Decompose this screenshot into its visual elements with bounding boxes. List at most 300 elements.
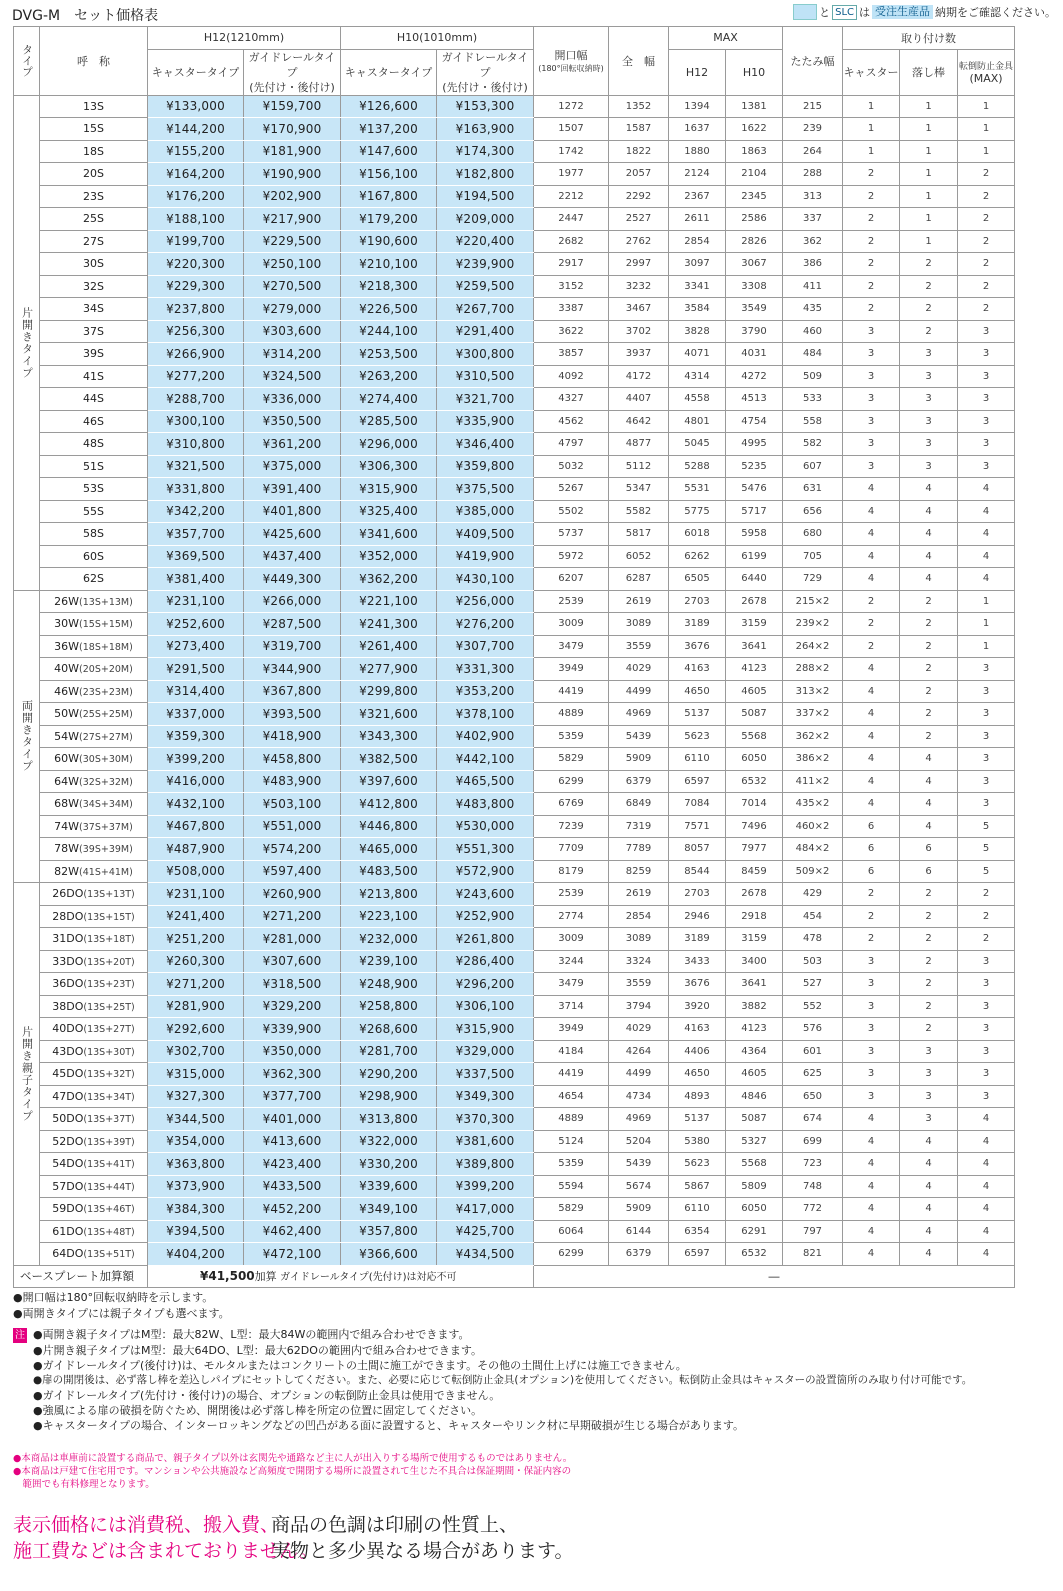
full-width: 3324 bbox=[609, 950, 669, 973]
note-item: ●開口幅は180°回転収納時を示します。 bbox=[13, 1291, 214, 1304]
table-row bbox=[14, 118, 1015, 141]
caution-item: ●強風による扉の破損を防ぐため、開閉後は必ず落し棒を所定の位置に固定してください。 bbox=[33, 1404, 483, 1417]
price-h12-caster: ¥399,200 bbox=[148, 748, 244, 771]
price-h10-caster: ¥190,600 bbox=[341, 230, 437, 253]
opening-width: 4889 bbox=[534, 703, 609, 726]
full-width: 2057 bbox=[609, 163, 669, 186]
legend-rest: 納期をご確認ください。 bbox=[935, 6, 1056, 19]
full-width: 5674 bbox=[609, 1175, 669, 1198]
folded-width: 411 bbox=[783, 275, 843, 298]
price-h10-caster: ¥325,400 bbox=[341, 500, 437, 523]
price-h12-guide: ¥401,000 bbox=[244, 1108, 341, 1131]
price-h12-caster: ¥373,900 bbox=[148, 1175, 244, 1198]
count-anti-tip: 2 bbox=[958, 185, 1015, 208]
price-h10-guide: ¥153,300 bbox=[437, 95, 534, 118]
max-h10: 3790 bbox=[726, 320, 783, 343]
model-name: 15S bbox=[40, 118, 148, 141]
footer-black-2: 実物と多少異なる場合があります。 bbox=[271, 1540, 574, 1562]
full-width: 6144 bbox=[609, 1220, 669, 1243]
max-h12: 6110 bbox=[669, 1198, 726, 1221]
max-h12: 2703 bbox=[669, 883, 726, 906]
max-h10: 6199 bbox=[726, 545, 783, 568]
opening-width: 7709 bbox=[534, 838, 609, 861]
table-row bbox=[14, 433, 1015, 456]
count-drop-rod: 1 bbox=[900, 118, 958, 141]
max-h10: 5717 bbox=[726, 500, 783, 523]
count-anti-tip: 3 bbox=[958, 433, 1015, 456]
max-h10: 6050 bbox=[726, 1198, 783, 1221]
full-width: 2292 bbox=[609, 185, 669, 208]
table-row bbox=[14, 725, 1015, 748]
count-caster: 3 bbox=[843, 388, 900, 411]
price-h12-caster: ¥251,200 bbox=[148, 928, 244, 951]
max-h12: 4163 bbox=[669, 658, 726, 681]
model-name: 26W(13S+13M) bbox=[40, 590, 148, 613]
footer-black-1: 商品の色調は印刷の性質上、 bbox=[271, 1514, 519, 1536]
count-caster: 2 bbox=[843, 928, 900, 951]
table-row bbox=[14, 478, 1015, 501]
count-caster: 2 bbox=[843, 208, 900, 231]
price-h10-caster: ¥210,100 bbox=[341, 253, 437, 276]
price-h10-caster: ¥330,200 bbox=[341, 1153, 437, 1176]
table-row bbox=[14, 770, 1015, 793]
cautions bbox=[13, 1327, 972, 1433]
price-h10-guide: ¥315,900 bbox=[437, 1018, 534, 1041]
model-name: 38DO(13S+25T) bbox=[40, 995, 148, 1018]
price-h10-caster: ¥285,500 bbox=[341, 410, 437, 433]
table-row bbox=[14, 275, 1015, 298]
footer-pink-2: 施工費などは含まれておりません。 bbox=[13, 1540, 319, 1562]
model-name: 27S bbox=[40, 230, 148, 253]
opening-width: 2774 bbox=[534, 905, 609, 928]
price-h12-caster: ¥231,100 bbox=[148, 883, 244, 906]
count-caster: 3 bbox=[843, 433, 900, 456]
count-anti-tip: 1 bbox=[958, 613, 1015, 636]
price-h12-caster: ¥342,200 bbox=[148, 500, 244, 523]
count-anti-tip: 4 bbox=[958, 568, 1015, 591]
opening-width: 2447 bbox=[534, 208, 609, 231]
price-h12-guide: ¥270,500 bbox=[244, 275, 341, 298]
full-width: 5909 bbox=[609, 1198, 669, 1221]
count-drop-rod: 2 bbox=[900, 950, 958, 973]
model-name: 53S bbox=[40, 478, 148, 501]
count-caster: 6 bbox=[843, 815, 900, 838]
folded-width: 680 bbox=[783, 523, 843, 546]
price-h10-guide: ¥182,800 bbox=[437, 163, 534, 186]
count-drop-rod: 2 bbox=[900, 680, 958, 703]
opening-width: 6064 bbox=[534, 1220, 609, 1243]
count-drop-rod: 6 bbox=[900, 860, 958, 883]
model-name: 54W(27S+27M) bbox=[40, 725, 148, 748]
folded-width: 674 bbox=[783, 1108, 843, 1131]
opening-width: 5737 bbox=[534, 523, 609, 546]
folded-width: 509×2 bbox=[783, 860, 843, 883]
caution-item: ●ガイドレールタイプ(先付け・後付け)の場合、オプションの転倒防止金具は使用できません。 bbox=[33, 1389, 501, 1402]
opening-width: 5359 bbox=[534, 725, 609, 748]
model-name: 39S bbox=[40, 343, 148, 366]
count-anti-tip: 3 bbox=[958, 725, 1015, 748]
max-h12: 5137 bbox=[669, 703, 726, 726]
price-h10-caster: ¥322,000 bbox=[341, 1130, 437, 1153]
opening-width: 3244 bbox=[534, 950, 609, 973]
max-h10: 6050 bbox=[726, 748, 783, 771]
max-h10: 6532 bbox=[726, 770, 783, 793]
folded-width: 460 bbox=[783, 320, 843, 343]
price-h10-caster: ¥349,100 bbox=[341, 1198, 437, 1221]
red-note: ●本商品は車庫前に設置する商品で、親子タイプ以外は玄関先や通路など主に人が出入りする場所で使用するものではありません。 bbox=[13, 1453, 573, 1464]
count-drop-rod: 2 bbox=[900, 703, 958, 726]
price-h10-caster: ¥343,300 bbox=[341, 725, 437, 748]
price-h12-guide: ¥503,100 bbox=[244, 793, 341, 816]
price-h12-guide: ¥250,100 bbox=[244, 253, 341, 276]
opening-width: 4797 bbox=[534, 433, 609, 456]
count-drop-rod: 6 bbox=[900, 838, 958, 861]
price-h10-caster: ¥412,800 bbox=[341, 793, 437, 816]
count-caster: 2 bbox=[843, 275, 900, 298]
count-drop-rod: 3 bbox=[900, 343, 958, 366]
table-row bbox=[14, 140, 1015, 163]
count-drop-rod: 4 bbox=[900, 545, 958, 568]
price-h10-guide: ¥402,900 bbox=[437, 725, 534, 748]
max-h10: 2586 bbox=[726, 208, 783, 231]
model-name: 33DO(13S+20T) bbox=[40, 950, 148, 973]
max-h12: 6597 bbox=[669, 770, 726, 793]
price-h10-guide: ¥286,400 bbox=[437, 950, 534, 973]
max-h12: 2946 bbox=[669, 905, 726, 928]
full-width: 8259 bbox=[609, 860, 669, 883]
table-row bbox=[14, 680, 1015, 703]
table-row bbox=[14, 568, 1015, 591]
model-name: 51S bbox=[40, 455, 148, 478]
table-row bbox=[14, 230, 1015, 253]
price-h10-guide: ¥442,100 bbox=[437, 748, 534, 771]
table-row bbox=[14, 1108, 1015, 1131]
price-h12-guide: ¥401,800 bbox=[244, 500, 341, 523]
price-h10-caster: ¥218,300 bbox=[341, 275, 437, 298]
col-max-h12: H12 bbox=[669, 49, 726, 95]
price-h10-caster: ¥382,500 bbox=[341, 748, 437, 771]
table-row bbox=[14, 320, 1015, 343]
price-h10-guide: ¥389,800 bbox=[437, 1153, 534, 1176]
price-h10-guide: ¥335,900 bbox=[437, 410, 534, 433]
max-h10: 8459 bbox=[726, 860, 783, 883]
model-name: 30S bbox=[40, 253, 148, 276]
table-row bbox=[14, 950, 1015, 973]
price-h10-caster: ¥239,100 bbox=[341, 950, 437, 973]
count-anti-tip: 3 bbox=[958, 1085, 1015, 1108]
caution-item: ●両開き親子タイプはM型：最大82W、L型：最大84Wの範囲内で組み合わせできます。 bbox=[33, 1328, 470, 1341]
max-h12: 6354 bbox=[669, 1220, 726, 1243]
opening-width: 6769 bbox=[534, 793, 609, 816]
max-h10: 4513 bbox=[726, 388, 783, 411]
legend-ha: は bbox=[859, 6, 870, 19]
price-h12-caster: ¥467,800 bbox=[148, 815, 244, 838]
count-caster: 2 bbox=[843, 883, 900, 906]
count-anti-tip: 3 bbox=[958, 1018, 1015, 1041]
model-name: 59DO(13S+46T) bbox=[40, 1198, 148, 1221]
col-cnt-anti: 転倒防止金具 (MAX) bbox=[958, 49, 1015, 95]
count-anti-tip: 3 bbox=[958, 770, 1015, 793]
price-table bbox=[13, 26, 1015, 1288]
model-name: 64DO(13S+51T) bbox=[40, 1243, 148, 1266]
price-h12-caster: ¥229,300 bbox=[148, 275, 244, 298]
legend bbox=[793, 4, 1056, 20]
price-h12-caster: ¥231,100 bbox=[148, 590, 244, 613]
col-max: MAX bbox=[669, 27, 783, 50]
count-drop-rod: 2 bbox=[900, 613, 958, 636]
folded-width: 215×2 bbox=[783, 590, 843, 613]
price-h12-guide: ¥433,500 bbox=[244, 1175, 341, 1198]
count-caster: 4 bbox=[843, 568, 900, 591]
count-caster: 4 bbox=[843, 658, 900, 681]
max-h10: 3641 bbox=[726, 635, 783, 658]
table-row bbox=[14, 883, 1015, 906]
count-drop-rod: 3 bbox=[900, 1108, 958, 1131]
count-drop-rod: 1 bbox=[900, 185, 958, 208]
price-h10-guide: ¥194,500 bbox=[437, 185, 534, 208]
full-width: 3089 bbox=[609, 928, 669, 951]
count-caster: 3 bbox=[843, 1063, 900, 1086]
price-h10-guide: ¥256,000 bbox=[437, 590, 534, 613]
folded-width: 484×2 bbox=[783, 838, 843, 861]
price-h12-caster: ¥241,400 bbox=[148, 905, 244, 928]
model-name: 40W(20S+20M) bbox=[40, 658, 148, 681]
price-h12-guide: ¥260,900 bbox=[244, 883, 341, 906]
price-h10-guide: ¥375,500 bbox=[437, 478, 534, 501]
price-h10-guide: ¥409,500 bbox=[437, 523, 534, 546]
price-h10-caster: ¥290,200 bbox=[341, 1063, 437, 1086]
max-h12: 5380 bbox=[669, 1130, 726, 1153]
max-h12: 5045 bbox=[669, 433, 726, 456]
opening-width: 4654 bbox=[534, 1085, 609, 1108]
table-row bbox=[14, 208, 1015, 231]
count-anti-tip: 3 bbox=[958, 343, 1015, 366]
price-h12-guide: ¥336,000 bbox=[244, 388, 341, 411]
price-h12-caster: ¥363,800 bbox=[148, 1153, 244, 1176]
opening-width: 3479 bbox=[534, 973, 609, 996]
table-row bbox=[14, 658, 1015, 681]
red-note: 範囲でも有料修理となります。 bbox=[13, 1479, 155, 1490]
full-width: 3089 bbox=[609, 613, 669, 636]
note-item: ●両開きタイプには親子タイプも選べます。 bbox=[13, 1306, 230, 1320]
price-h12-guide: ¥339,900 bbox=[244, 1018, 341, 1041]
price-h10-guide: ¥430,100 bbox=[437, 568, 534, 591]
price-h12-guide: ¥458,800 bbox=[244, 748, 341, 771]
price-h10-guide: ¥276,200 bbox=[437, 613, 534, 636]
opening-width: 4889 bbox=[534, 1108, 609, 1131]
full-width: 1822 bbox=[609, 140, 669, 163]
price-h10-guide: ¥331,300 bbox=[437, 658, 534, 681]
price-h12-caster: ¥384,300 bbox=[148, 1198, 244, 1221]
price-h12-guide: ¥551,000 bbox=[244, 815, 341, 838]
price-h12-guide: ¥418,900 bbox=[244, 725, 341, 748]
count-caster: 4 bbox=[843, 545, 900, 568]
max-h12: 6505 bbox=[669, 568, 726, 591]
table-row bbox=[14, 860, 1015, 883]
count-drop-rod: 4 bbox=[900, 523, 958, 546]
max-h12: 5531 bbox=[669, 478, 726, 501]
count-drop-rod: 4 bbox=[900, 568, 958, 591]
max-h12: 4163 bbox=[669, 1018, 726, 1041]
count-caster: 2 bbox=[843, 230, 900, 253]
count-caster: 3 bbox=[843, 1018, 900, 1041]
table-row bbox=[14, 253, 1015, 276]
col-max-h10: H10 bbox=[726, 49, 783, 95]
count-anti-tip: 1 bbox=[958, 95, 1015, 118]
max-h10: 2826 bbox=[726, 230, 783, 253]
max-h10: 5568 bbox=[726, 1153, 783, 1176]
price-h12-guide: ¥437,400 bbox=[244, 545, 341, 568]
folded-width: 264×2 bbox=[783, 635, 843, 658]
max-h10: 1863 bbox=[726, 140, 783, 163]
price-h10-caster: ¥362,200 bbox=[341, 568, 437, 591]
count-anti-tip: 4 bbox=[958, 478, 1015, 501]
col-h12-caster: キャスタータイプ bbox=[148, 49, 244, 95]
folded-width: 239×2 bbox=[783, 613, 843, 636]
price-h12-guide: ¥329,200 bbox=[244, 995, 341, 1018]
price-h10-caster: ¥221,100 bbox=[341, 590, 437, 613]
model-name: 23S bbox=[40, 185, 148, 208]
max-h10: 6291 bbox=[726, 1220, 783, 1243]
max-h12: 3433 bbox=[669, 950, 726, 973]
folded-width: 797 bbox=[783, 1220, 843, 1243]
opening-width: 3857 bbox=[534, 343, 609, 366]
full-width: 4642 bbox=[609, 410, 669, 433]
max-h10: 3882 bbox=[726, 995, 783, 1018]
full-width: 5439 bbox=[609, 1153, 669, 1176]
opening-width: 3479 bbox=[534, 635, 609, 658]
count-anti-tip: 4 bbox=[958, 545, 1015, 568]
model-name: 18S bbox=[40, 140, 148, 163]
price-h10-caster: ¥298,900 bbox=[341, 1085, 437, 1108]
table-row bbox=[14, 1198, 1015, 1221]
price-h10-guide: ¥239,900 bbox=[437, 253, 534, 276]
opening-width: 6207 bbox=[534, 568, 609, 591]
table-row bbox=[14, 1040, 1015, 1063]
price-h10-caster: ¥281,700 bbox=[341, 1040, 437, 1063]
baseplate-value-cell bbox=[148, 1265, 534, 1288]
table-row bbox=[14, 1220, 1015, 1243]
caution-item: ●ガイドレールタイプ(後付け)は、モルタルまたはコンクリートの土間に施工ができます。その他の土間仕上げには施工できません。 bbox=[33, 1359, 687, 1372]
full-width: 5817 bbox=[609, 523, 669, 546]
price-h10-guide: ¥346,400 bbox=[437, 433, 534, 456]
price-h12-guide: ¥266,000 bbox=[244, 590, 341, 613]
count-drop-rod: 3 bbox=[900, 1085, 958, 1108]
count-caster: 4 bbox=[843, 500, 900, 523]
price-h10-caster: ¥147,600 bbox=[341, 140, 437, 163]
folded-width: 288 bbox=[783, 163, 843, 186]
count-drop-rod: 2 bbox=[900, 928, 958, 951]
count-anti-tip: 2 bbox=[958, 230, 1015, 253]
price-h12-guide: ¥181,900 bbox=[244, 140, 341, 163]
max-h10: 3549 bbox=[726, 298, 783, 321]
count-anti-tip: 5 bbox=[958, 860, 1015, 883]
folded-width: 484 bbox=[783, 343, 843, 366]
price-h12-guide: ¥391,400 bbox=[244, 478, 341, 501]
max-h12: 7571 bbox=[669, 815, 726, 838]
type-group-label: 片開き親子タイプ bbox=[14, 883, 40, 1266]
count-anti-tip: 3 bbox=[958, 748, 1015, 771]
price-h12-caster: ¥331,800 bbox=[148, 478, 244, 501]
max-h10: 4605 bbox=[726, 680, 783, 703]
table-row bbox=[14, 905, 1015, 928]
price-h10-guide: ¥399,200 bbox=[437, 1175, 534, 1198]
price-h12-caster: ¥354,000 bbox=[148, 1130, 244, 1153]
count-drop-rod: 1 bbox=[900, 140, 958, 163]
count-anti-tip: 2 bbox=[958, 163, 1015, 186]
col-cnt-drop: 落し棒 bbox=[900, 49, 958, 95]
folded-width: 386×2 bbox=[783, 748, 843, 771]
table-row bbox=[14, 298, 1015, 321]
count-drop-rod: 3 bbox=[900, 410, 958, 433]
full-width: 4877 bbox=[609, 433, 669, 456]
table-row bbox=[14, 1153, 1015, 1176]
model-name: 31DO(13S+18T) bbox=[40, 928, 148, 951]
count-caster: 3 bbox=[843, 343, 900, 366]
count-caster: 3 bbox=[843, 410, 900, 433]
price-h12-caster: ¥321,500 bbox=[148, 455, 244, 478]
max-h12: 6597 bbox=[669, 1243, 726, 1266]
price-h10-guide: ¥417,000 bbox=[437, 1198, 534, 1221]
price-h12-caster: ¥404,200 bbox=[148, 1243, 244, 1266]
table-row bbox=[14, 163, 1015, 186]
price-h10-caster: ¥321,600 bbox=[341, 703, 437, 726]
price-h12-caster: ¥337,000 bbox=[148, 703, 244, 726]
count-anti-tip: 4 bbox=[958, 1153, 1015, 1176]
table-row bbox=[14, 1085, 1015, 1108]
price-h10-caster: ¥268,600 bbox=[341, 1018, 437, 1041]
count-anti-tip: 4 bbox=[958, 500, 1015, 523]
max-h12: 4650 bbox=[669, 1063, 726, 1086]
table-row bbox=[14, 635, 1015, 658]
price-h10-caster: ¥137,200 bbox=[341, 118, 437, 141]
price-h12-caster: ¥237,800 bbox=[148, 298, 244, 321]
model-name: 46W(23S+23M) bbox=[40, 680, 148, 703]
count-drop-rod: 4 bbox=[900, 1243, 958, 1266]
price-h12-guide: ¥393,500 bbox=[244, 703, 341, 726]
count-anti-tip: 3 bbox=[958, 973, 1015, 996]
count-drop-rod: 3 bbox=[900, 365, 958, 388]
price-h12-caster: ¥300,100 bbox=[148, 410, 244, 433]
max-h12: 5775 bbox=[669, 500, 726, 523]
table-row bbox=[14, 703, 1015, 726]
page-title: DVG-M セット価格表 bbox=[12, 8, 159, 24]
opening-width: 4184 bbox=[534, 1040, 609, 1063]
max-h12: 4893 bbox=[669, 1085, 726, 1108]
folded-width: 411×2 bbox=[783, 770, 843, 793]
count-caster: 4 bbox=[843, 1175, 900, 1198]
opening-width: 5359 bbox=[534, 1153, 609, 1176]
model-name: 50DO(13S+37T) bbox=[40, 1108, 148, 1131]
table-row bbox=[14, 590, 1015, 613]
folded-width: 215 bbox=[783, 95, 843, 118]
opening-width: 3387 bbox=[534, 298, 609, 321]
max-h12: 8057 bbox=[669, 838, 726, 861]
full-width: 4029 bbox=[609, 658, 669, 681]
price-h10-caster: ¥232,000 bbox=[341, 928, 437, 951]
count-caster: 3 bbox=[843, 995, 900, 1018]
price-h12-caster: ¥133,000 bbox=[148, 95, 244, 118]
price-h12-guide: ¥307,600 bbox=[244, 950, 341, 973]
price-h10-caster: ¥366,600 bbox=[341, 1243, 437, 1266]
price-h12-caster: ¥310,800 bbox=[148, 433, 244, 456]
count-drop-rod: 1 bbox=[900, 208, 958, 231]
table-row bbox=[14, 365, 1015, 388]
price-h10-guide: ¥465,500 bbox=[437, 770, 534, 793]
count-anti-tip: 4 bbox=[958, 523, 1015, 546]
price-h12-caster: ¥176,200 bbox=[148, 185, 244, 208]
count-caster: 2 bbox=[843, 253, 900, 276]
